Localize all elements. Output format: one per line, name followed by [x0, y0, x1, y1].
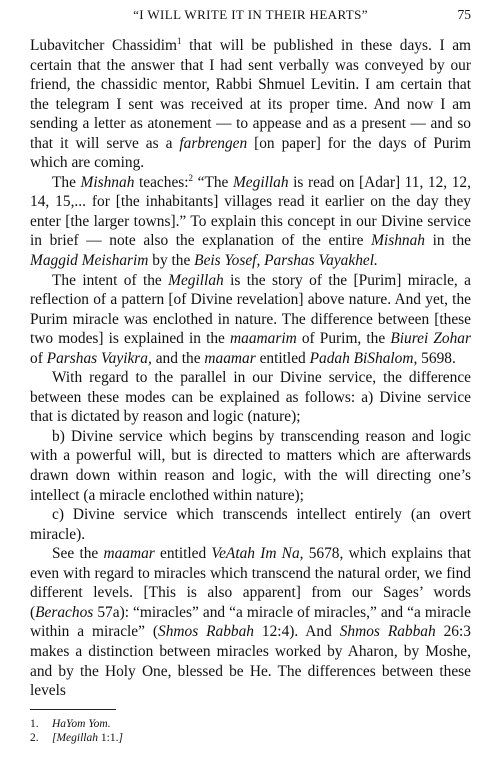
paragraph — [30, 544, 471, 700]
italic-term: Shmos Rabbah — [158, 623, 254, 641]
text-run: With regard to the parallel in our Divine service, the difference between these modes can be explained as follows: a) Divine service that is dictated by reason and logic (nature); — [30, 369, 471, 426]
paragraph — [30, 271, 471, 369]
text-run: “The — [193, 173, 233, 191]
text-run: 5678, which explains that even with regard to miracles which transcend the natural order, we find different levels. [This is also apparent] from our Sages’ words ( — [30, 545, 471, 621]
text-run: and the — [151, 349, 205, 367]
paragraph — [30, 427, 471, 505]
footnote — [30, 717, 471, 731]
footnote-close: ] — [118, 732, 123, 744]
body-text — [30, 36, 471, 701]
page-number: 75 — [457, 7, 471, 22]
text-run: in the — [424, 232, 471, 250]
italic-term: Megillah — [232, 173, 289, 191]
text-run: of — [30, 349, 47, 367]
footnote-number: 2. — [30, 732, 39, 744]
text-run: 12:4). And — [253, 623, 340, 641]
italic-term: Parshas Vayikra, — [46, 349, 152, 367]
footnote-number: 1. — [30, 718, 39, 730]
italic-term: Biurei Zohar — [390, 330, 471, 348]
text-run: The — [52, 173, 81, 191]
running-head — [30, 7, 471, 27]
italic-term: VeAtah Im Na, — [211, 545, 304, 563]
footnote-text: HaYom Yom. — [52, 718, 111, 730]
text-run: 26:3 makes a distinction between miracles worked by Aharon, by Moshe, and by the Holy One, blessed be He. The differences between these levels — [30, 623, 471, 700]
paragraph — [30, 368, 471, 427]
footnote-marker: 2 — [188, 172, 194, 183]
text-run: by the — [148, 252, 195, 270]
running-title: “I WILL WRITE IT IN THEIR HEARTS” — [133, 7, 368, 22]
footnote-source: [Megillah — [52, 732, 98, 744]
text-run: Lubavitcher Chassidim — [30, 37, 177, 54]
footnote-text — [52, 731, 123, 745]
italic-term: maamar — [204, 349, 256, 367]
text-run: of Purim, the — [296, 330, 391, 348]
italic-term: maamarim — [230, 330, 297, 348]
text-run: teaches: — [134, 173, 189, 191]
text-run: is the story of the [Purim] miracle, a reflection of a pattern [of Divine revelation] above nature. And yet, the Purim miracle was enclothed in nature. The difference between [these two modes] is explained in the — [30, 271, 471, 348]
text-run: c) Divine service which transcends intellect entirely (an overt miracle). — [30, 506, 471, 543]
text-run: 57a): “miracles” and “a miracle of miracles,” and “a miracle within a miracle” ( — [30, 603, 471, 641]
paragraph — [30, 173, 471, 271]
footnote-marker: 1 — [176, 36, 182, 46]
italic-term: Berachos — [35, 603, 94, 621]
footnote-divider — [30, 709, 116, 710]
text-run: 5698. — [417, 349, 456, 367]
italic-term: Mishnah — [371, 232, 425, 250]
text-run: entitled — [154, 545, 212, 563]
text-run: See the — [52, 545, 104, 563]
footnote — [30, 731, 471, 745]
text-run: The intent of the — [52, 271, 169, 289]
italic-term: Megillah — [168, 271, 224, 289]
text-run: [on paper] for the days of Purim which are coming. — [30, 134, 471, 172]
text-run: is read on [Adar] 11, 12, 12, 14, 15,... for [the inhabitants] villages read it earlier on the day they enter [the larger towns].” To explain this concept in our Divine service in brief — note also the explanation of the entire — [30, 173, 471, 250]
italic-term: Padah BiShalom, — [309, 349, 418, 367]
footnotes — [30, 717, 471, 745]
italic-term: maamar — [103, 545, 155, 563]
italic-term: Maggid Meisharim — [30, 252, 149, 270]
text-run: b) Divine service which begins by transcending reason and logic with a powerful will, but is directed to matters which are afterwards drawn down within reason and logic, with the will directing one’s intellect (a miracle enclothed within nature); — [30, 427, 471, 504]
italic-term: Shmos Rabbah — [339, 623, 436, 641]
paragraph — [30, 36, 471, 173]
italic-term: Beis Yosef, Parshas Vayakhel. — [194, 252, 378, 270]
italic-term: Mishnah — [80, 173, 135, 191]
text-run: that will be published in these days. I am certain that the answer that I had sent verbally was conveyed by our friend, the chassidic mentor, Rabbi Shmuel Levitin. I am certain that the telegram I sent was received at its proper time. And now I am sending a letter as atonement — to appease and as a present — and so that it will serve as a — [30, 37, 471, 152]
paragraph — [30, 505, 471, 544]
footnote-ref: 1:1. — [98, 732, 119, 744]
italic-term: farbrengen — [179, 134, 248, 152]
text-run: entitled — [255, 349, 310, 367]
